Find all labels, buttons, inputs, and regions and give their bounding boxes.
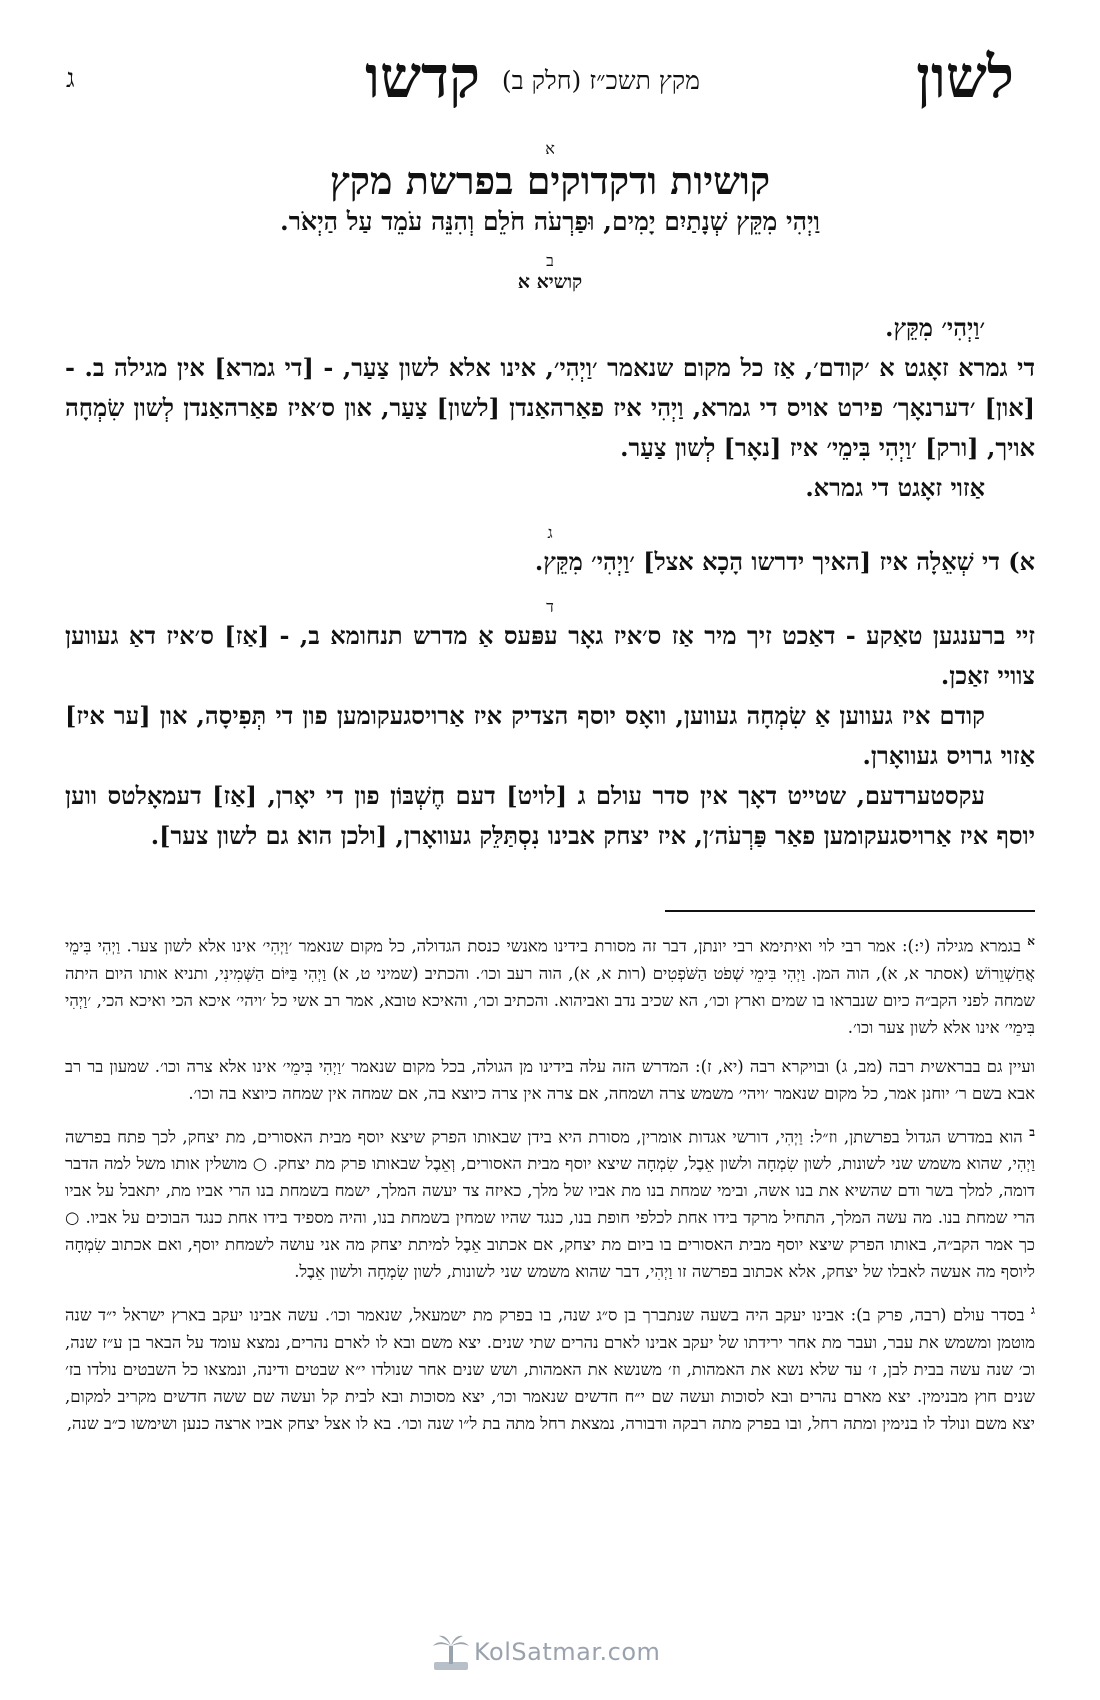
footnote-text: הוא במדרש הגדול בפרשתן, וז״ל: וַיְהִי, דורשי אגדות אומרין, מסורת היא בידן שבאותו הפרק שיצא יוסף מבית האסורים, מת יצחק, לכך פתח בפרשה וַיְהִי, שהוא משמש שני לשונות, לשון שִׂמְחָה ולשון אֵבֶל, שִׂמְחָה שיצא יוסף מבית האסורים, וְאֵבֶל שבאותו פרק מת יצחק. ○ מושלין אותו משל למה הדבר דומה, למלך בשר ודם שהשיא את בנו אשה, ובימי שמחת בנו מת אביו של מלך, כאיזה צד יעשה המלך, ישמח בשמחת בנו הרי אביו מת, יתאבל על אביו הרי שמחת בנו. מה עשה המלך, התחיל מרקד בידו אחת לכלפי חופת בנו, כנגד שהיו שמחין בשמחת בנו, והיה מספיד בידו אחת כנגד הבוכים על אביו. ○ כך אמר הקב״ה, באותו הפרק שיצא יוסף מבית האסורים בו ביום מת יצחק, אם אכתוב אֵבֶל למיתת יצחק מה אני עושה לשמחת יוסף, ואם אכתוב שִׂמְחָה ליוסף מה אעשה לאבלו של יצחק, אלא אכתוב בפרשה זו וַיְהִי, דבר שהוא משמש שני לשונות, לשון שִׂמְחָה ולשון אֵבֶל. (65, 1127, 1035, 1281)
palm-tree-icon (430, 1632, 472, 1674)
paragraph: די גמרא זאָגט א ׳קודם׳, אַז כל מקום שנאמר ׳וַיְהִי׳, אינו אלא לשון צַעַר, - [די גמרא] אין מגילה ב. - [און] ׳דערנאָך׳ פירט אויס די גמרא, וַיְהִי איז פאַרהאַנדן [לשון] צַעַר, און ס׳איז פאַרהאַנדן לְשון שִׂמְחָה אויך, [ורק] ׳וַיְהִי בִּימֵי׳ איז [נאָר] לְשון צַעַר. (65, 353, 1035, 462)
paragraph: עקסטערדעם, שטייט דאָך אין סדר עולם ג [לויט] דעם חֶשְׁבּוֹן פון די יאָרן, [אַז] דעמאָלטס ווען יוסף איז אַרויסגעקומען פאַר פַּרְעֹה׳ן, איז יצחק אבינו נִסְתַּלֵּק געוואָרן, [ולכן הוא גם לשון צער]. (65, 781, 1035, 850)
verse-heading: וַיְהִי מִקֵּץ שְׁנָתַיִם יָמִים, וּפַרְעֹה חֹלֵם וְהִנֵּה עֹמֵד עַל הַיְאֹר. (280, 207, 820, 236)
footnote-text: בסדר עולם (רבה, פרק ב): אבינו יעקב היה בשעה שנתברך בן ס״ג שנה, בו בפרק מת ישמעאל, שנאמר וכו׳. עשה אבינו יעקב בארץ ישראל י״ד שנה מוטמן ומשמש את עבר, ועבר מת אחר ירידתו של יעקב אבינו לארם נהרים שתי שנים. יצא משם ובא לו לארם נהרים, נמצא עומד על הבאר בן ע״ז שנה, וכ׳ שנה עשה בבית לבן, ז׳ עד שלא נשא את האמהות, וז׳ משנשא את האמהות, ושש שנים אחר שנולדו י״א שבטים ודינה, ונמצאו כל השבטים נולדו בז׳ שנים חוץ מבנימין. יצא מארם נהרים ובא לסוכות ועשה שם י״ח חדשים שנאמר וכו׳, יצא מסוכות ובא לבית קל ועשה שם ששה חדשים מקריב למקום, יצא משם ונולד לו בנימין ומתה רחל, ובו בפרק מתה רבקה ודבורה, נמצאת רחל מתה בת ל״ו שנה וכו׳. בא לו אצל יצחק אביו ארצה כנען ושימשו כ״ב שנה, (65, 1305, 1035, 1433)
page-number: ג (66, 64, 75, 94)
paragraph: זיי ברענגען טאַקע - דאַכט זיך מיר אַז ס׳איז גאָר עפּעס אַ מדרש תנחומא ב, - [אַז] ס׳איז דאַ געווען צוויי זאַכן. (65, 621, 1035, 690)
paragraph: א) די שְׁאֵלָה איז [האיך ידרשו הָכָא אצל] ׳וַיְהִי׳ מִקֵּץ. (534, 547, 1035, 576)
footnote (65, 1053, 1035, 1107)
paragraph: קודם איז געווען אַ שִׂמְחָה געווען, וואָס יוסף הצדיק איז אַרויסגעקומען פון די תְּפִיסָה, און [ער איז] אַזוי גרויס געוואָרן. (65, 701, 1035, 770)
section-letter: ב (546, 251, 554, 270)
section-letter: ד (546, 597, 554, 616)
footnote (65, 928, 1035, 1041)
footnote-text: בגמרא מגילה (י:): אמר רבי לוי ואיתימא רבי יונתן, דבר זה מסורת בידינו מאנשי כנסת הגדולה, כל מקום שנאמר ׳וַיְהִי׳ אינו אלא לשון צער. וַיְהִי בִּימֵי אֲחַשְׁוֵרוֹשׁ (אסתר א, א), הוה המן. וַיְהִי בִּימֵי שְׁפֹט הַשֹּׁפְטִים (רות א, א), הוה רעב וכו׳. והכתיב (שמיני ט, א) וַיְהִי בַּיּוֹם הַשְּׁמִינִי, ותניא אותו היום היתה שמחה לפני הקב״ה כיום שנבראו בו שמים וארץ וכו׳, הא שכיב נדב ואביהוא. והכתיב וכו׳, והאיכא טובא, אמר רב אשי כל ׳ויהי׳ איכא הכי ואיכא הכי, ׳וַיְהִי בִּימֵי׳ אינו אלא לשון צער וכו׳. (65, 936, 1035, 1037)
paragraph: ׳וַיְהִי׳ מִקֵּץ. (885, 313, 985, 342)
header-subtitle: מקץ תשכ״ז (חלק ב) (501, 66, 700, 95)
watermark (430, 1630, 690, 1680)
footnote-text: ועיין גם בבראשית רבה (מב, ג) ובויקרא רבה (יא, ז): המדרש הזה עלה בידינו מן הגולה, בכל מקום שנאמר ׳וַיְהִי בִּימֵי׳ אינו אלא צרה וכו׳. שמעון בר רב אבא בשם ר׳ יוחנן אמר, כל מקום שנאמר ׳ויהי׳ משמש צרה ושמחה, אם צרה אין צרה כיוצא בה, אם שמחה אין שמחה כיוצא בה וכו׳. (65, 1056, 1035, 1103)
footnote-divider (665, 910, 1035, 912)
watermark-text: KolSatmar.com (474, 1638, 661, 1666)
footnote-mark: ג (1031, 1303, 1035, 1317)
section-letter: ג (547, 523, 553, 542)
footnote-mark: א (1027, 934, 1035, 948)
footnotes (65, 928, 1035, 1449)
footnote (65, 1119, 1035, 1286)
running-header (60, 40, 1040, 120)
main-text (65, 140, 1035, 856)
paragraph: אַזוי זאָגט די גמרא. (805, 473, 985, 502)
section-letter: א (545, 139, 555, 158)
footnote-mark: ב (1029, 1124, 1035, 1139)
sub-heading: קושיא א (517, 271, 583, 293)
page-title: קושיות ודקדוקים בפרשת מקץ (329, 158, 771, 203)
footnote (65, 1297, 1035, 1437)
header-title-right: לשון (916, 43, 1014, 111)
header-title-left: קדשו (365, 43, 480, 111)
